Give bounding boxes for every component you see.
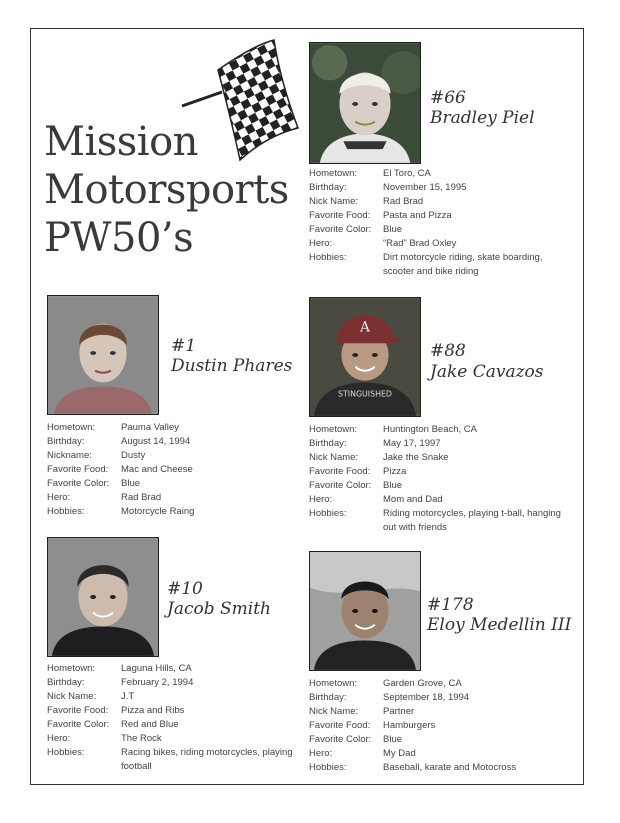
info-row [309, 677, 568, 691]
info-label: Nickname: [47, 450, 92, 461]
info-label: Favorite Food: [309, 720, 371, 731]
info-value: February 2, 1994 [121, 677, 194, 688]
rider-photo-bradley [309, 42, 421, 164]
info-value: Blue [383, 734, 403, 745]
info-row [309, 761, 568, 775]
info-label: Hometown: [47, 422, 96, 433]
info-value: Laguna Hills, CA [121, 663, 192, 674]
rider-number: #88 [430, 341, 466, 361]
info-label: Hero: [309, 748, 333, 759]
info-label: Hobbies: [309, 762, 347, 773]
info-row [47, 704, 306, 718]
info-label: Hobbies: [47, 747, 85, 758]
info-row [47, 676, 306, 690]
info-value: Pizza [383, 466, 407, 477]
info-value: Blue [121, 478, 141, 489]
info-value: My Dad [383, 748, 416, 759]
info-value: Baseball, karate and Motocross [383, 762, 517, 773]
title-line-3: PW50’s [44, 215, 194, 261]
info-value: September 18, 1994 [383, 692, 470, 703]
info-value: Hamburgers [383, 720, 436, 731]
info-row [47, 449, 306, 463]
rider-name: Bradley Piel [430, 108, 535, 128]
info-label: Birthday: [47, 677, 85, 688]
info-row [309, 181, 568, 195]
info-row [309, 251, 568, 279]
info-value: Blue [383, 480, 403, 491]
info-label: Favorite Color: [47, 719, 110, 730]
info-label: Hometown: [47, 663, 96, 674]
info-value: Pizza and Ribs [121, 705, 185, 716]
page-title [44, 118, 304, 262]
info-label: Nick Name: [47, 691, 97, 702]
rider-info-jacob [47, 662, 306, 774]
info-value: Garden Grove, CA [383, 678, 462, 689]
rider-photo-jake [309, 297, 421, 417]
info-value: Rad Brad [121, 492, 162, 503]
rider-info-eloy [309, 677, 568, 775]
info-row [47, 746, 306, 774]
info-row [309, 691, 568, 705]
rider-name: Jake Cavazos [430, 362, 544, 382]
rider-number: #66 [430, 88, 466, 108]
info-row [47, 463, 306, 477]
cap-logo: A [360, 319, 370, 336]
info-value: May 17, 1997 [383, 438, 441, 449]
rider-number: #10 [167, 579, 203, 599]
info-label: Favorite Color: [309, 480, 372, 491]
info-value: Dusty [121, 450, 146, 461]
info-label: Nick Name: [309, 196, 359, 207]
title-line-2: Motorsports [44, 167, 289, 213]
info-value: Red and Blue [121, 719, 179, 730]
info-row [309, 705, 568, 719]
info-row [309, 423, 568, 437]
info-label: Birthday: [309, 692, 347, 703]
info-label: Hometown: [309, 168, 358, 179]
info-label: Nick Name: [309, 452, 359, 463]
info-row [47, 477, 306, 491]
shirt-text: STINGUISHED [338, 389, 392, 399]
info-value: Rad Brad [383, 196, 424, 207]
info-value: Partner [383, 706, 415, 717]
info-label: Nick Name: [309, 706, 359, 717]
info-label: Favorite Food: [309, 210, 371, 221]
info-label: Hometown: [309, 678, 358, 689]
info-row [47, 718, 306, 732]
info-row [309, 493, 568, 507]
info-value: J.T [121, 691, 135, 702]
info-value: Pasta and Pizza [383, 210, 452, 221]
info-label: Favorite Food: [309, 466, 371, 477]
info-label: Favorite Food: [47, 705, 109, 716]
info-value: Blue [383, 224, 403, 235]
rider-number: #178 [427, 595, 474, 615]
rider-name: Jacob Smith [167, 599, 271, 619]
info-row [309, 747, 568, 761]
rider-photo-jacob [47, 537, 159, 657]
info-value: El Toro, CA [383, 168, 431, 179]
info-row [47, 435, 306, 449]
info-row [47, 421, 306, 435]
info-row [309, 167, 568, 181]
info-label: Hero: [47, 733, 71, 744]
rider-name: Dustin Phares [171, 356, 293, 376]
info-label: Hobbies: [47, 506, 85, 517]
rider-info-bradley [309, 167, 568, 279]
info-row [309, 223, 568, 237]
rider-info-jake [309, 423, 568, 535]
info-row [47, 732, 306, 746]
info-label: Hobbies: [309, 508, 347, 519]
info-value: Jake the Snake [383, 452, 449, 463]
info-value: Mac and Cheese [121, 464, 193, 475]
info-row [47, 505, 306, 519]
info-label: Hero: [47, 492, 71, 503]
info-row [309, 209, 568, 223]
title-line-1: Mission [44, 119, 198, 165]
rider-number: #1 [171, 336, 197, 356]
info-label: Favorite Color: [309, 224, 372, 235]
rider-photo-eloy [309, 551, 421, 671]
info-label: Hero: [309, 494, 333, 505]
rider-name: Eloy Medellin III [427, 615, 572, 635]
info-row [47, 690, 306, 704]
info-row [309, 465, 568, 479]
info-row [309, 479, 568, 493]
info-value: Racing bikes, riding motorcycles, playing football [121, 747, 293, 772]
info-row [309, 719, 568, 733]
info-row [47, 662, 306, 676]
info-label: Hometown: [309, 424, 358, 435]
info-label: Birthday: [309, 438, 347, 449]
info-value: Mom and Dad [383, 494, 443, 505]
info-value: August 14, 1994 [121, 436, 191, 447]
info-row [309, 451, 568, 465]
info-value: Motorcycle Raing [121, 506, 195, 517]
info-label: Birthday: [47, 436, 85, 447]
info-value: Pauma Valley [121, 422, 179, 433]
info-value: Riding motorcycles, playing t-ball, hanging out with friends [383, 508, 561, 533]
info-row [309, 507, 568, 535]
info-value: November 15, 1995 [383, 182, 467, 193]
info-row [47, 491, 306, 505]
info-value: “Rad” Brad Oxley [383, 238, 457, 249]
info-label: Birthday: [309, 182, 347, 193]
info-value: Huntington Beach, CA [383, 424, 478, 435]
info-value: The Rock [121, 733, 162, 744]
info-row [309, 195, 568, 209]
info-label: Hobbies: [309, 252, 347, 263]
info-value: Dirt motorcycle riding, skate boarding, scooter and bike riding [383, 252, 543, 277]
info-label: Favorite Color: [47, 478, 110, 489]
rider-info-dustin [47, 421, 306, 519]
info-label: Favorite Food: [47, 464, 109, 475]
rider-photo-dustin [47, 295, 159, 415]
info-label: Hero: [309, 238, 333, 249]
info-label: Favorite Color: [309, 734, 372, 745]
info-row [309, 237, 568, 251]
info-row [309, 437, 568, 451]
info-row [309, 733, 568, 747]
